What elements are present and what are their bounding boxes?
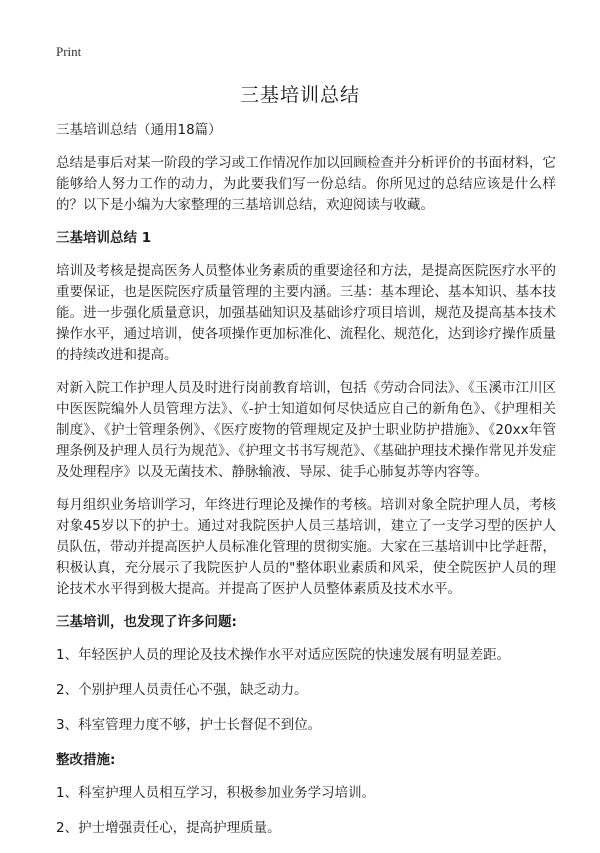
document-subtitle: 三基培训总结（通用18篇） [56,122,222,138]
document-body [56,120,556,853]
print-link[interactable]: Print [56,44,82,59]
page-title: 三基培训总结 [239,84,360,106]
body-paragraph: 每月组织业务培训学习，年终进行理论及操作的考核。培训对象全院护理人员，考核对象45岁以下的护士。通过对我院医护人员三基培训，建立了一支学习型的医护人员队伍，带动并提高医护人员标准化管理的贯彻实施。大家在三基培训中比学赶帮，积极认真，充分展示了我院医护人员的"整体职业素质和风采，使全院医护人员的理论技术水平得到极大提高。并提高了医护人员整体素质及技术水平。 [56,497,556,597]
problem-item: 2、个别护理人员责任心不强，缺乏动力。 [56,682,308,698]
problems-heading: 三基培训，也发现了许多问题: [56,614,237,630]
problem-item: 3、科室管理力度不够，护士长督促不到位。 [56,717,322,733]
measure-item: 2、护士增强责任心，提高护理质量。 [56,820,281,836]
measures-heading: 整改措施: [56,752,116,768]
intro-paragraph: 总结是事后对某一阶段的学习或工作情况作加以回顾检查并分析评价的书面材料，它能够给人努力工作的动力，为此要我们写一份总结。你所见过的总结应该是什么样的？以下是小编为大家整理的三基培训总结，欢迎阅读与收藏。 [56,155,556,213]
section-heading: 三基培训总结 1 [56,230,152,246]
body-paragraph: 培训及考核是提高医务人员整体业务素质的重要途径和方法，是提高医院医疗水平的重要保证，也是医院医疗质量管理的主要内涵。三基：基本理论、基本知识、基本技能。进一步强化质量意识，加强基础知识及基础诊疗项目培训，规范及提高基本技术操作水平，通过培训，使各项操作更加标准化、流程化、规范化，达到诊疗操作质量的持续改进和提高。 [56,263,556,363]
measure-item: 1、科室护理人员相互学习，积极参加业务学习培训。 [56,785,376,801]
problem-item: 1、年轻医护人员的理论及技术操作水平对适应医院的快速发展有明显差距。 [56,647,511,663]
body-paragraph: 对新入院工作护理人员及时进行岗前教育培训，包括《劳动合同法》、《玉溪市江川区中医医院编外人员管理方法》、《-护士知道如何尽快适应自己的新角色》、《护理相关制度》、《护士管理条例》、《医疗废物的管理规定及护士职业防护措施》、《20xx年管理条例及护理人员行为规范》、《护理文书书写规范》、《基础护理技术操作常见并发症及处理程序》以及无菌技术、静脉输液、导尿、徒手心肺复苏等内容等。 [56,380,556,480]
